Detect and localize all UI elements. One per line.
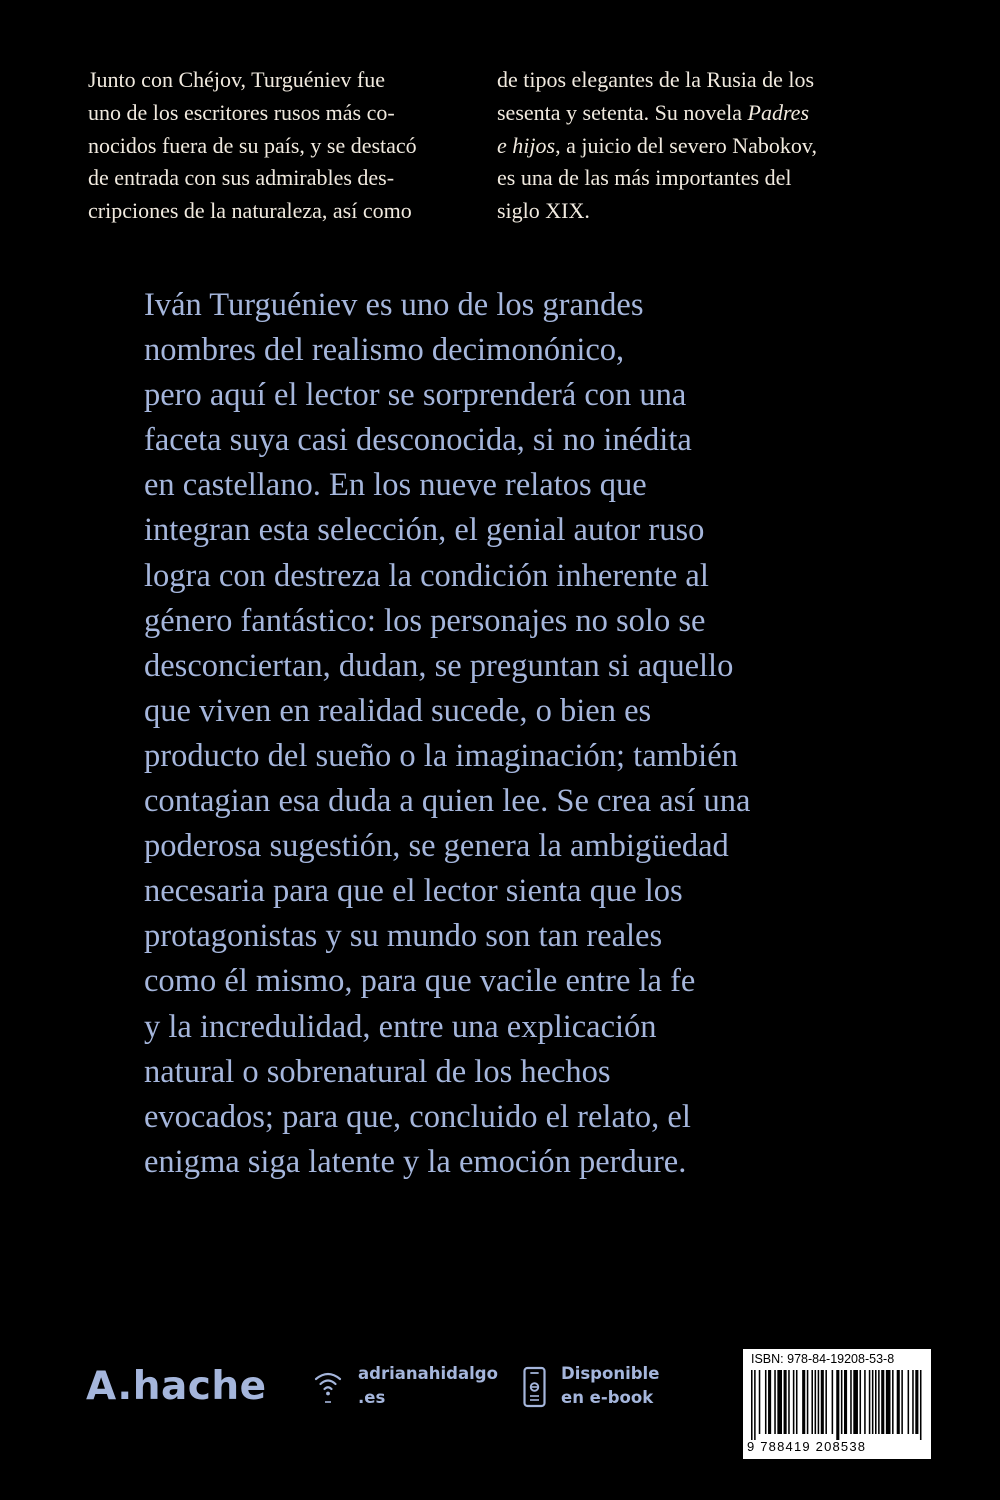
blurb-line: Iván Turguéniev es uno de los grandes — [144, 287, 644, 323]
intro-line — [497, 130, 882, 163]
blurb-line: producto del sueño o la imaginación; también — [144, 737, 738, 774]
ebook-device-icon — [522, 1366, 548, 1415]
publisher-logo: A.hache — [86, 1364, 267, 1409]
blurb-line: evocados; para que, concluido el relato, el — [144, 1098, 691, 1135]
barcode-bar — [788, 1370, 790, 1434]
ebook-line: en e-book — [561, 1388, 654, 1407]
website-line: adrianahidalgo — [358, 1364, 498, 1383]
ebook-availability — [561, 1362, 659, 1410]
isbn-label: ISBN: 978-84-19208-53-8 — [751, 1352, 895, 1366]
barcode-bar — [850, 1370, 852, 1434]
blurb-line: integran esta selección, el genial autor ruso — [144, 512, 705, 549]
book-title-italic: e hijos — [497, 132, 556, 158]
blurb-line: pero aquí el lector se sorprenderá con una — [144, 377, 687, 414]
barcode-bar — [869, 1370, 871, 1434]
barcode-bar — [886, 1370, 891, 1434]
blurb-line: protagonistas y su mundo son tan reales — [144, 918, 663, 955]
intro-line: Junto con Chéjov, Turguéniev fue — [88, 67, 385, 92]
barcode-bar — [777, 1370, 782, 1434]
barcode-bar — [878, 1370, 880, 1434]
barcode-bars — [749, 1370, 925, 1440]
barcode-bar — [875, 1370, 877, 1434]
barcode-bar — [872, 1370, 874, 1434]
blurb-line: género fantástico: los personajes no solo se — [144, 602, 706, 639]
blurb-line: faceta suya casi desconocida, si no inédita — [144, 422, 692, 459]
publisher-website[interactable] — [358, 1362, 498, 1410]
barcode-bar — [864, 1370, 866, 1434]
barcode-bar — [832, 1370, 834, 1434]
wifi-icon — [313, 1366, 343, 1411]
barcode-bar — [901, 1370, 903, 1434]
blurb-line: nombres del realismo decimonónico, — [144, 332, 625, 369]
barcode-bar — [897, 1370, 900, 1434]
blurb-line: natural o sobrenatural de los hechos — [144, 1053, 611, 1090]
intro-text: , a juicio del severo Nabokov, — [555, 132, 817, 158]
blurb-line: necesaria para que el lector sienta que los — [144, 873, 683, 910]
barcode-bar — [853, 1370, 858, 1434]
barcode-bar — [892, 1370, 894, 1434]
intro-left-column — [88, 64, 473, 228]
book-title-italic: Padres — [747, 99, 810, 125]
book-blurb — [144, 283, 864, 1185]
intro-text: sesenta y setenta. Su novela — [497, 99, 748, 125]
back-cover-footer — [0, 1340, 1000, 1460]
intro-line: es una de las más importantes del — [497, 165, 792, 191]
barcode-bar — [825, 1370, 827, 1434]
barcode-bar — [768, 1370, 771, 1434]
barcode-bar — [793, 1370, 795, 1434]
barcode-bar — [818, 1370, 820, 1434]
intro-line: de tipos elegantes de la Rusia de los — [497, 67, 815, 92]
intro-line: siglo XIX. — [497, 198, 590, 224]
blurb-line: desconciertan, dudan, se preguntan si aquello — [144, 647, 734, 684]
barcode-bar — [821, 1370, 824, 1434]
barcode-bar — [836, 1370, 839, 1440]
blurb-line: como él mismo, para que vacile entre la fe — [144, 963, 696, 1000]
barcode-bar — [915, 1370, 918, 1434]
blurb-line: enigma siga latente y la emoción perdure. — [144, 1143, 687, 1180]
isbn-barcode — [743, 1349, 931, 1459]
barcode-bar — [774, 1370, 776, 1434]
barcode-bar — [765, 1370, 767, 1434]
barcode-bar — [912, 1370, 914, 1434]
blurb-line: en castellano. En los nueve relatos que — [144, 467, 647, 504]
barcode-bar — [844, 1370, 847, 1434]
barcode-bar — [908, 1370, 910, 1434]
ebook-line: Disponible — [561, 1364, 660, 1383]
blurb-line: poderosa sugestión, se genera la ambigüedad — [144, 828, 729, 865]
intro-line: de entrada con sus admirables des- — [88, 165, 395, 191]
barcode-bar — [807, 1370, 809, 1434]
blurb-line: contagian esa duda a quien lee. Se crea así una — [144, 783, 751, 820]
blurb-line: y la incredulidad, entre una explicación — [144, 1008, 657, 1045]
barcode-bar — [811, 1370, 813, 1434]
blurb-line: logra con destreza la condición inherente al — [144, 557, 709, 594]
barcode-bar — [920, 1370, 922, 1440]
barcode-bar — [759, 1370, 761, 1434]
intro-line — [497, 97, 882, 130]
website-line: .es — [358, 1388, 386, 1407]
barcode-bar — [802, 1370, 805, 1434]
barcode-bar — [841, 1370, 843, 1434]
barcode-bar — [881, 1370, 884, 1434]
intro-line: cripciones de la naturaleza, así como — [88, 198, 412, 224]
intro-line: uno de los escritores rusos más co- — [88, 99, 395, 125]
barcode-bar — [796, 1370, 798, 1434]
barcode-bar — [815, 1370, 817, 1434]
blurb-line: que viven en realidad sucede, o bien es — [144, 692, 652, 729]
intro-right-column — [497, 64, 882, 228]
barcode-bar — [784, 1370, 787, 1434]
intro-line: nocidos fuera de su país, y se destacó — [88, 132, 417, 158]
barcode-number: 9 788419 208538 — [747, 1439, 867, 1454]
barcode-bar — [860, 1370, 862, 1434]
barcode-bar — [751, 1370, 753, 1440]
barcode-bar — [754, 1370, 756, 1440]
